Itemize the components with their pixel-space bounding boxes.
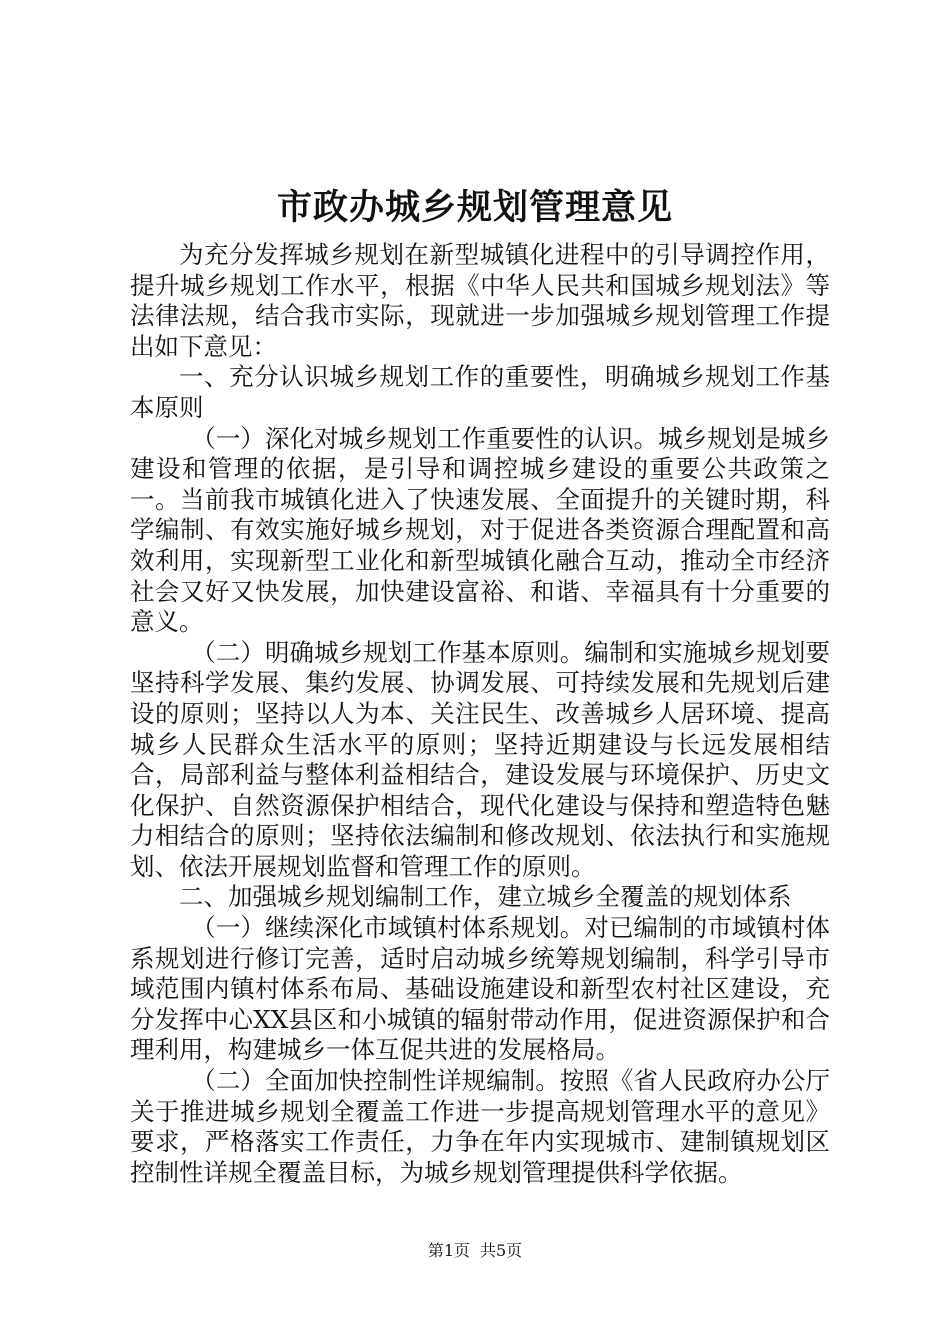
page-number: 第1页 — [427, 1241, 470, 1260]
paragraph-intro: 为充分发挥城乡规划在新型城镇化进程中的引导调控作用，提升城乡规划工作水平，根据《中华人民共和国城乡规划法》等法律法规，结合我市实际，现就进一步加强城乡规划管理工作提出如下意见： — [130, 240, 830, 361]
document-title: 市政办城乡规划管理意见 — [276, 187, 673, 228]
page-footer — [0, 1240, 950, 1262]
paragraph-1-2: （二）明确城乡规划工作基本原则。编制和实施城乡规划要坚持科学发展、集约发展、协调发展、可持续发展和先规划后建设的原则；坚持以人为本、关注民生、改善城乡人居环境、提高城乡人民群众生活水平的原则；坚持近期建设与长远发展相结合，局部利益与整体利益相结合，建设发展与环境保护、历史文化保护、自然资源保护相结合，现代化建设与保持和塑造特色魅力相结合的原则；坚持依法编制和修改规划、依法执行和实施规划、依法开展规划监督和管理工作的原则。 — [130, 637, 830, 881]
page-total: 共5页 — [480, 1241, 523, 1260]
document-body — [130, 240, 830, 1188]
paragraph-2-1: （一）继续深化市域镇村体系规划。对已编制的市域镇村体系规划进行修订完善，适时启动城乡统筹规划编制，科学引导市域范围内镇村体系布局、基础设施建设和新型农村社区建设，充分发挥中心XX县区和小城镇的辐射带动作用，促进资源保护和合理利用，构建城乡一体互促共进的发展格局。 — [130, 913, 830, 1065]
section-heading-2: 二、加强城乡规划编制工作，建立城乡全覆盖的规划体系 — [179, 882, 792, 912]
paragraph-2-2: （二）全面加快控制性详规编制。按照《省人民政府办公厅关于推进城乡规划全覆盖工作进一步提高规划管理水平的意见》要求，严格落实工作责任，力争在年内实现城市、建制镇规划区控制性详规全覆盖目标，为城乡规划管理提供科学依据。 — [130, 1066, 830, 1187]
paragraph-1-1: （一）深化对城乡规划工作重要性的认识。城乡规划是城乡建设和管理的依据，是引导和调控城乡建设的重要公共政策之一。当前我市城镇化进入了快速发展、全面提升的关键时期，科学编制、有效实施好城乡规划，对于促进各类资源合理配置和高效利用，实现新型工业化和新型城镇化融合互动，推动全市经济社会又好又快发展，加快建设富裕、和谐、幸福具有十分重要的意义。 — [130, 423, 830, 637]
section-heading-1: 一、充分认识城乡规划工作的重要性，明确城乡规划工作基本原则 — [130, 362, 830, 422]
